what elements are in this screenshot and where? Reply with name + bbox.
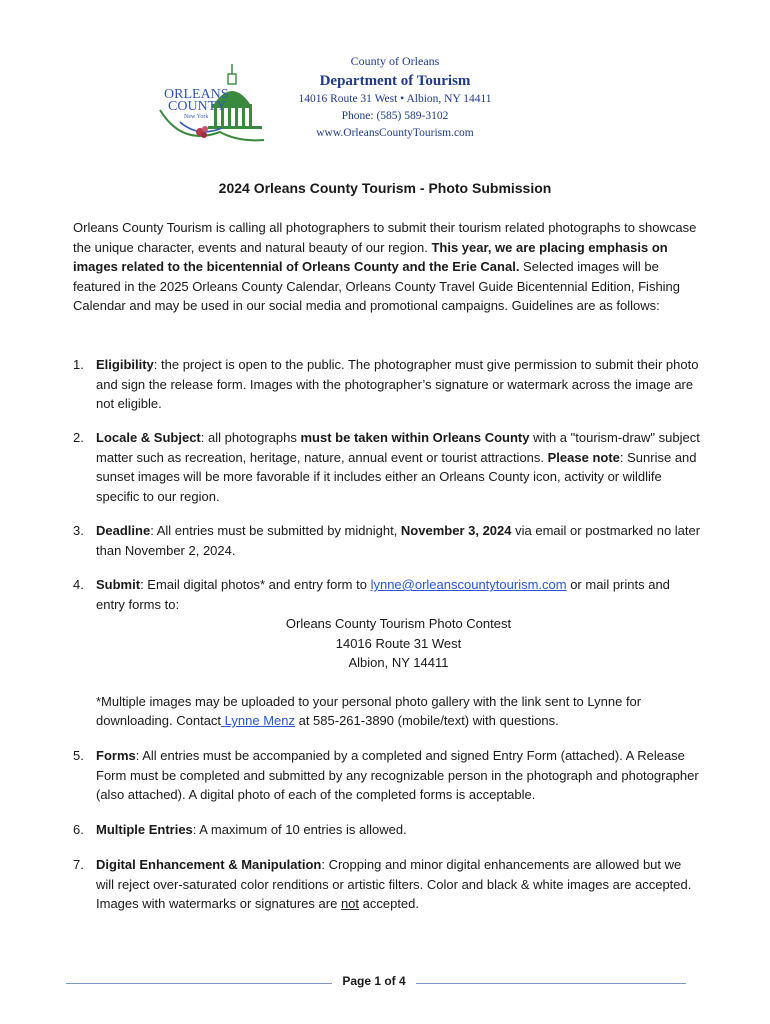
footer-rule-right: [416, 983, 686, 984]
item-text: accepted.: [359, 896, 420, 911]
department-name: Department of Tourism: [319, 73, 471, 89]
letterhead: [270, 52, 520, 142]
item-text: : Sunrise and sunset images will be more favorable if it includes either an Orleans County icon, activity or wildlife specific to our region.: [96, 449, 697, 504]
upload-note: [96, 692, 701, 731]
item-number: 5.: [73, 748, 84, 763]
item-label: Submit: [96, 577, 141, 592]
guideline-item-deadline: [73, 521, 701, 560]
item-text: : A maximum of 10 entries is allowed.: [192, 822, 407, 837]
logo-line1: ORLEANS: [164, 87, 229, 102]
item-label: Forms: [96, 748, 136, 763]
item-emphasis: must be taken within Orleans County: [300, 430, 530, 445]
item-emphasis: Please note: [547, 449, 620, 465]
item-text: : Email digital photos* and entry form to: [140, 577, 371, 592]
item-number: 1.: [73, 357, 84, 372]
intro-emphasis: This year, we are placing emphasis on images related to the bicentennial of Orleans County and the Erie Canal.: [73, 239, 668, 274]
item-text: : All entries must be accompanied by a completed and signed Entry Form (attached). A Release Form must be completed and submitted by any recognizable person in the photograph and photographer (also attached). A digital photo of each of the completed forms is acceptable.: [96, 748, 699, 802]
item-emphasis: November 3, 2024: [400, 523, 512, 538]
logo-line2: COUNTY: [168, 99, 227, 114]
intro-paragraph: [73, 218, 701, 316]
item-label: Deadline: [96, 523, 151, 538]
phone: Phone: (585) 589-3102: [341, 110, 449, 122]
item-underline: not: [340, 896, 360, 911]
item-text: or mail prints and entry forms to:: [96, 577, 670, 612]
item-number: 6.: [73, 822, 84, 837]
item-number: 4.: [73, 577, 84, 592]
guideline-item-digital-enhancement: [73, 855, 701, 914]
guideline-item-locale: [73, 428, 701, 506]
page-footer: [66, 974, 686, 994]
mailing-address: [96, 614, 701, 673]
document-title: 2024 Orleans County Tourism - Photo Submission: [218, 180, 552, 196]
item-text: : Cropping and minor digital enhancements are allowed but we will reject over-saturated color renditions or artistic filters. Color and black & white images are accepted. Images with watermarks or signatures are: [96, 857, 692, 911]
item-text: : the project is open to the public. The photographer must give permission to submit their photo and sign the release form. Images with the photographer’s signature or watermark across the image are not eligible.: [96, 357, 699, 411]
item-text: : all photographs: [200, 430, 301, 445]
note-text: at 585-261-3890 (mobile/text) with questions.: [294, 713, 559, 728]
intro-text-2: Selected images will be featured in the 2025 Orleans County Calendar, Orleans County Travel Guide Bicentennial Edition, Fishing Calendar and may be used in our social media and promotional campaigns. Guidelines are as follows:: [73, 259, 681, 313]
item-text: with a "tourism-draw" subject matter such as recreation, heritage, nature, annual event or tourist attractions.: [96, 430, 700, 465]
footer-rule-left: [66, 983, 332, 984]
guideline-item-forms: [73, 746, 701, 805]
guideline-item-eligibility: [73, 355, 701, 414]
website: www.OrleansCountyTourism.com: [316, 127, 474, 139]
item-label: Locale & Subject: [96, 430, 201, 445]
address-line: 14016 Route 31 West: [335, 635, 462, 651]
contact-link[interactable]: Lynne Menz: [221, 713, 295, 728]
address: 14016 Route 31 West • Albion, NY 14411: [298, 93, 492, 105]
note-text: *Multiple images may be uploaded to your personal photo gallery with the link sent to Lynne for downloading. Contact: [96, 693, 642, 728]
intro-text-1: Orleans County Tourism is calling all photographers to submit their tourism related photographs to showcase the unique character, events and natural beauty of our region.: [73, 220, 697, 255]
item-label: Multiple Entries: [96, 822, 193, 837]
county-name: County of Orleans: [350, 54, 440, 68]
page-number: Page 1 of 4: [342, 974, 406, 988]
address-line: Orleans County Tourism Photo Contest: [285, 616, 512, 631]
item-number: 3.: [73, 523, 84, 538]
item-number: 2.: [73, 430, 84, 445]
item-label: Eligibility: [96, 357, 154, 372]
address-line: Albion, NY 14411: [348, 655, 449, 670]
item-text: via email or postmarked no later than November 2, 2024.: [96, 523, 701, 558]
logo-line3: New York: [184, 114, 209, 120]
item-text: : All entries must be submitted by midnight,: [150, 523, 401, 538]
orleans-county-logo: [158, 62, 266, 148]
guideline-item-submit: [73, 575, 701, 731]
item-number: 7.: [73, 857, 84, 872]
item-label: Digital Enhancement & Manipulation: [96, 857, 322, 872]
guideline-item-multiple-entries: [73, 820, 701, 840]
email-link[interactable]: lynne@orleanscountytourism.com: [370, 577, 567, 592]
